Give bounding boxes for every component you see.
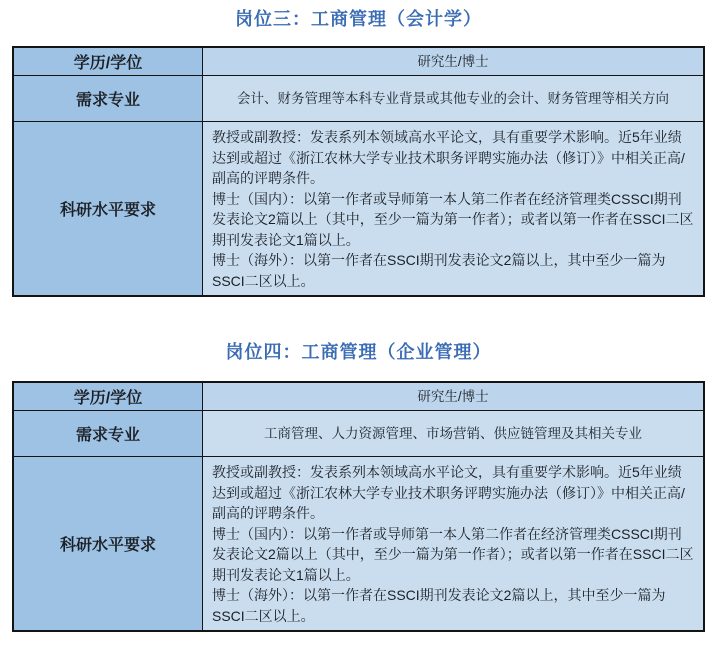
research-requirement-row <box>13 457 704 632</box>
research-requirement-value <box>203 122 705 297</box>
position-4-section <box>0 340 717 632</box>
education-label: 学历/学位 <box>13 47 203 76</box>
education-row <box>13 382 704 411</box>
professor-requirement-text: 教授或副教授：发表系列本领域高水平论文，具有重要学术影响。近5年业绩达到或超过《浙江农林大学专业技术职务评聘实施办法（修订）》中相关正高/副高的评聘条件。 <box>212 129 685 186</box>
education-label: 学历/学位 <box>13 382 203 411</box>
position-4-title: 岗位四：工商管理（企业管理） <box>225 342 492 362</box>
professor-requirement-text: 教授或副教授：发表系列本领域高水平论文，具有重要学术影响。近5年业绩达到或超过《浙江农林大学专业技术职务评聘实施办法（修订）》中相关正高/副高的评聘条件。 <box>212 464 685 521</box>
domestic-phd-requirement-text: 博士（国内）：以第一作者或导师第一本人第二作者在经济管理类CSSCI期刊发表论文2篇以上（其中，至少一篇为第一作者）；或者以第一作者在SSCI二区期刊发表论文1篇以上。 <box>212 190 694 248</box>
education-value: 研究生/博士 <box>203 382 705 411</box>
required-major-value: 工商管理、人力资源管理、市场营销、供应链管理及其相关专业 <box>203 411 705 457</box>
research-requirement-label: 科研水平要求 <box>13 122 203 297</box>
position-3-title: 岗位三：工商管理（会计学） <box>235 9 482 29</box>
research-requirement-value <box>203 457 705 632</box>
position-4-table <box>12 381 705 632</box>
required-major-value: 会计、财务管理等本科专业背景或其他专业的会计、财务管理等相关方向 <box>203 76 705 122</box>
position-3-table <box>12 46 705 297</box>
required-major-row <box>13 76 704 122</box>
research-requirement-row <box>13 122 704 297</box>
education-value: 研究生/博士 <box>203 47 705 76</box>
overseas-phd-requirement-text: 博士（海外）：以第一作者在SSCI期刊发表论文2篇以上，其中至少一篇为SSCI二区以上。 <box>212 587 666 624</box>
research-requirement-label: 科研水平要求 <box>13 457 203 632</box>
required-major-row <box>13 411 704 457</box>
domestic-phd-requirement-text: 博士（国内）：以第一作者或导师第一本人第二作者在经济管理类CSSCI期刊发表论文2篇以上（其中，至少一篇为第一作者）；或者以第一作者在SSCI二区期刊发表论文1篇以上。 <box>212 525 694 583</box>
required-major-label: 需求专业 <box>13 76 203 122</box>
required-major-label: 需求专业 <box>13 411 203 457</box>
position-3-section <box>0 7 717 297</box>
education-row <box>13 47 704 76</box>
overseas-phd-requirement-text: 博士（海外）：以第一作者在SSCI期刊发表论文2篇以上，其中至少一篇为SSCI二区以上。 <box>212 252 666 289</box>
